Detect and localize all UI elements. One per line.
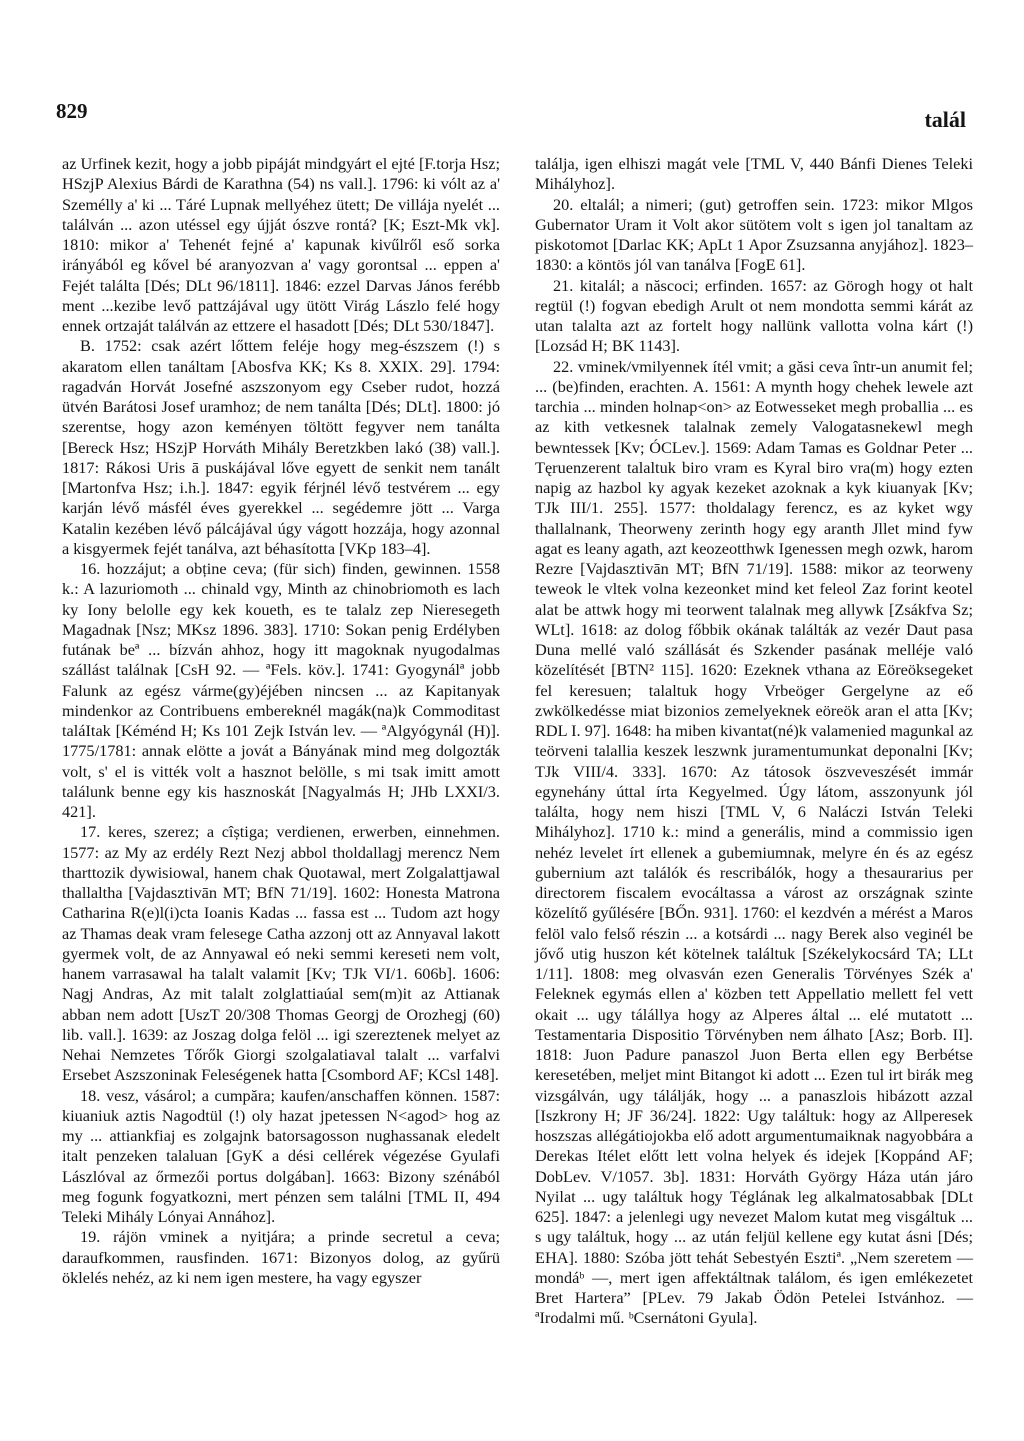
- entry-paragraph: 18. vesz, vásárol; a cumpăra; kaufen/anschaffen können. 1587: kiuaniuk aztis Nagodtül (!) oly hazat jpetessen N<agod> hog az my ... attiankfiaj es zolgajnk batorsagosson nughassanak eledelt italt penzeken talaluan [GyK a dési cellérek végezése Gyulafi Lászlóval az őrmezői portus dolgában]. 1663: Bizony szénából meg fogunk fogyatkozni, mert pénzen sem találni [TML II, 494 Teleki Mihály Lónyai Annához].: [62, 1085, 500, 1226]
- entry-paragraph: 22. vminek/vmilyennek ítél vmit; a găsi ceva într-un anumit fel; ... (be)finden, erachten. A. 1561: A mynth hogy chehek lewele azt tarchia ... minden holnap<on> az Eotwesseket megh proballia ... es az kith vetkesnek talalnak zemely Valogatasnekewl megh bewntessek [Kv; ÓCLev.]. 1569: Adam Tamas es Goldnar Peter ... Tęruenzerent talaltuk biro vram es Kyral biro vra(m) hogy ezten napig az hazbol ky agyak kezeket azoknak a kyk kiuanyak [Kv; TJk III/1. 255]. 1577: tholdalagy ferencz, es az kyket wgy thallalnank, Theorweny zerinth hogy egy aranth Jllet mind fyw agat es leany agath, azt keozeotthwk Igenessen megh ozwk, harom Rezre [Vajdasztivān MT; BfN 71/19]. 1588: mikor az teorweny teweok le vltek volna kezeonket mind ket feleol Zaz forint keotel alat be attwk hogy mi teorwent talalnak meg allywk [Zsákfva Sz; WLt]. 1618: az dolog főbbik okának találták az vezér Daut pasa Duna mellé való szállását és Szkender pasának melléje való közelítését [BTN² 115]. 1620: Ezeknek vthana az Eöreöksegeket fel keresuen; talaltuk hogy Vrbeöger Gergelyne az eő zwkölkedésse miat bizonios zemelyeknek eöreök aran el atta [Kv; RDL I. 97]. 1648: ha miben kivantat(né)k valamenied magunkal az teörveni talallia keszek leszwnk juramentumunkat deponalni [Kv; TJk VIII/4. 333]. 1670: Az tátosok öszveveszését immár egynehány úttal írta Kegyelmed. Úgy látom, asszonyunk jól találta, hogy nem hiszi [TML V, 6 Naláczi István Teleki Mihályhoz]. 1710 k.: mind a generális, mind a commissio igen nehéz levelet írt ellenek a gubemiumnak, melyre én és az egész gubernium azt találók és rescribálók, hogy a thesaurarius per directorem fiscalem evocáltassa a várost az országnak szinte közelítő gyűlésére [BŐn. 931]. 1760: el kezdvén a mérést a Maros felöl valo felső részin ... a kotsárdi ... nagy Berek also veginél be jővő utig huszon két kötelnek találtuk [Székelykocsárd TA; LLt 1/11]. 1808: meg olvasván ezen Generalis Törvényes Szék a' Feleknek egymás ellen a' közben tett Appellatio mellett fel vett okait ... ugy tálállya hogy az Alperes által ... elé mutatott ... Testamentaria Dispositio Törvényben nem álhato [Asz; Borb. II]. 1818: Juon Padure panaszol Juon Berta ellen egy Berbétse keresetében, meljet mint Bitangot ki adott ... Ezen tul irt birák meg vizsgálván, ugy tálálják, hogy ... a panaszlois hibázott azzal [Iszkrony H; JF 36/24]. 1822: Ugy találtuk: hogy az Allperesek hoszszas allégátiojokba elő adott argumentumaiknak nagyobbára a Derekas Itélet előtt lett volna helyek és idejek [Koppánd AF; DobLev. V/1057. 3b]. 1831: Horváth György Háza után járo Nyilat ... ugy találtuk hogy Téglának leg alkalmatosabbak [DLt 625]. 1847: a jelenlegi ugy nevezet Malom kutat meg visgáltuk ... s ugy találtuk, hogy ... az után feljül kellene egy kutat ásni [Dés; EHA]. 1880: Szóba jött tehát Sebestyén Esztiª. „Nem szeretem — mondáᵇ —, mert igen affektáltnak találom, és igen emlékezetet Bret Hartera” [PLev. 79 Jakab Ödön Petelei Istvánhoz. — ªIrodalmi mű. ᵇCsernátoni Gyula].: [535, 356, 973, 1328]
- running-head: talál: [924, 107, 966, 132]
- page-header: [0, 93, 1024, 133]
- entry-paragraph: B. 1752: csak azért lőttem feléje hogy meg-észszem (!) s akaratom ellen tanáltam [Abosfva KK; Ks 8. XXIX. 29]. 1794: ragadván Horvát Josefné aszszonyom egy Cseber rudot, hozzá ütvén Barátosi Josef uramhoz; de nem tanálta [Dés; DLt]. 1800: jó szerentse, hogy azon keményen töltött fegyver nem tanálta [Bereck Hsz; HSzjP Horváth Mihály Beretzkben lakó (38) vall.]. 1817: Rákosi Uris ā puskájával lőve egyett de senkit nem tanált [Martonfva Hsz; i.h.]. 1847: egyik férjnél lévő testvérem ... egy karján lévő másfél éves gyerekkel ... segédemre jött ... Varga Katalin kezében lévő pálcájával úgy vágott hozzája, hogy azonnal a kisgyermek fejét tanálva, azt béhasította [VKp 183–4].: [62, 336, 500, 558]
- entry-paragraph: az Urfinek kezit, hogy a jobb pipáját mindgyárt el ejté [F.torja Hsz; HSzjP Alexius Bárdi de Karathna (54) ns vall.]. 1796: ki vólt az a' Személly a' ki ... Táré Lupnak mellyéhez ütett; De villája nyelét ... találván ... azon utéssel egy újját ószve rontá? [K; Eszt-Mk vk]. 1810: mikor a' Tehenét fejné a' kapunak kivűlről eső sorka irányából eg kővel bé aranyozvan a' vagy gorontsal ... eppen a' Fejét találta [Dés; DLt 96/1811]. 1846: ezzel Darvas János ferébb ment ...kezibe levő pattzájával ugy ütött Virág Lászlo felé hogy ennek ortzaját találván az ettzere el hasadott [Dés; DLt 530/1847].: [62, 154, 500, 335]
- left-column: [62, 154, 500, 1288]
- entry-paragraph: 21. kitalál; a născoci; erfinden. 1657: az Görogh hogy ot halt regtül (!) fogvan ebedigh Arult ot nem mondotta semmi kárát az utan talalta azt az fortelt hogy nallünk vallotta volna kárt (!) [Lozsád H; BK 1143].: [535, 275, 973, 356]
- entry-paragraph: 20. eltalál; a nimeri; (gut) getroffen sein. 1723: mikor Mlgos Gubernator Uram it Volt akor sütötem volt s igen jol tanaltam az piskotomot [Darlac KK; ApLt 1 Apor Zsuzsanna anyjához]. 1823–1830: a köntös jól van tanálva [FogE 61].: [535, 194, 973, 275]
- entry-paragraph: 19. rájön vminek a nyitjára; a prinde secretul a ceva; daraufkommen, rausfinden. 1671: Bizonyos dolog, az gyűrü öklelés nehéz, az ki nem igen mestere, ha vagy egyszer: [62, 1227, 500, 1287]
- entry-paragraph: 16. hozzájut; a obține ceva; (für sich) finden, gewinnen. 1558 k.: A lazuriomoth ... chinald vgy, Minth az chinobriomoth es lach ky Iony belolle egy kek koueth, es te talalz zep Nieresegeth Magadnak [Nsz; MKsz 1896. 383]. 1710: Sokan penig Erdélyben futának beª ... bízván ahhoz, hogy itt magoknak nyugodalmas szállást találnak [CsH 92. — ªFels. köv.]. 1741: Gyogynálª jobb Falunk az egész várme(gy)éjében nincsen ... az Kapitanyak mindenkor az Contribuens embereknél magák(na)k Commoditast taláItak [Kéménd H; Ks 101 Zejk István lev. — ªAlgyógynál (H)]. 1775/1781: annak elötte a jovát a Bányának mind meg dolgozták volt, s' el is vitték volt a hasznot belölle, s mi tsak imitt amott találunk benne egy kis hasznoskát [Nagyalmás H; JHb LXXI/3. 421].: [62, 559, 500, 821]
- entry-paragraph: 17. keres, szerez; a cîștiga; verdienen, erwerben, einnehmen. 1577: az My az erdély Rezt Nezj abbol tholdallagj merencz Nem tharttozik dywisiowal, hanem chak Quotawal, mert Zolgalattjawal thallaltha [Vajdasztivān MT; BfN 71/19]. 1602: Honesta Matrona Catharina R(e)l(i)cta Ioanis Kadas ... fassa est ... Tudom azt hogy az Thamas deak vram felesege Catha azzonj ott az Annyaval lakott gyermek volt, de az Annyawal eó neki semmi kereseti nem volt, hanem varrasawal ha talalt valamit [Kv; TJk VI/1. 606b]. 1606: Nagj Andras, Az mit talalt zolglattiaúal sem(m)it az Attianak abban nem adott [UszT 20/308 Thomas Georgj de Orozhegj (60) lib. vall.]. 1639: az Joszag dolga felöl ... igi szereztenek melyet az Nehai Nemzetes Tőrők Giorgi szolgalatiaval talalt ... varfalvi Ersebet Aszszoninak Feleségenek hatta [Csombord AF; KCsl 148].: [62, 822, 500, 1085]
- page-number: 829: [56, 99, 88, 123]
- entry-paragraph: találja, igen elhiszi magát vele [TML V, 440 Bánfi Dienes Teleki Mihályhoz].: [535, 154, 973, 194]
- right-column: [535, 154, 973, 1329]
